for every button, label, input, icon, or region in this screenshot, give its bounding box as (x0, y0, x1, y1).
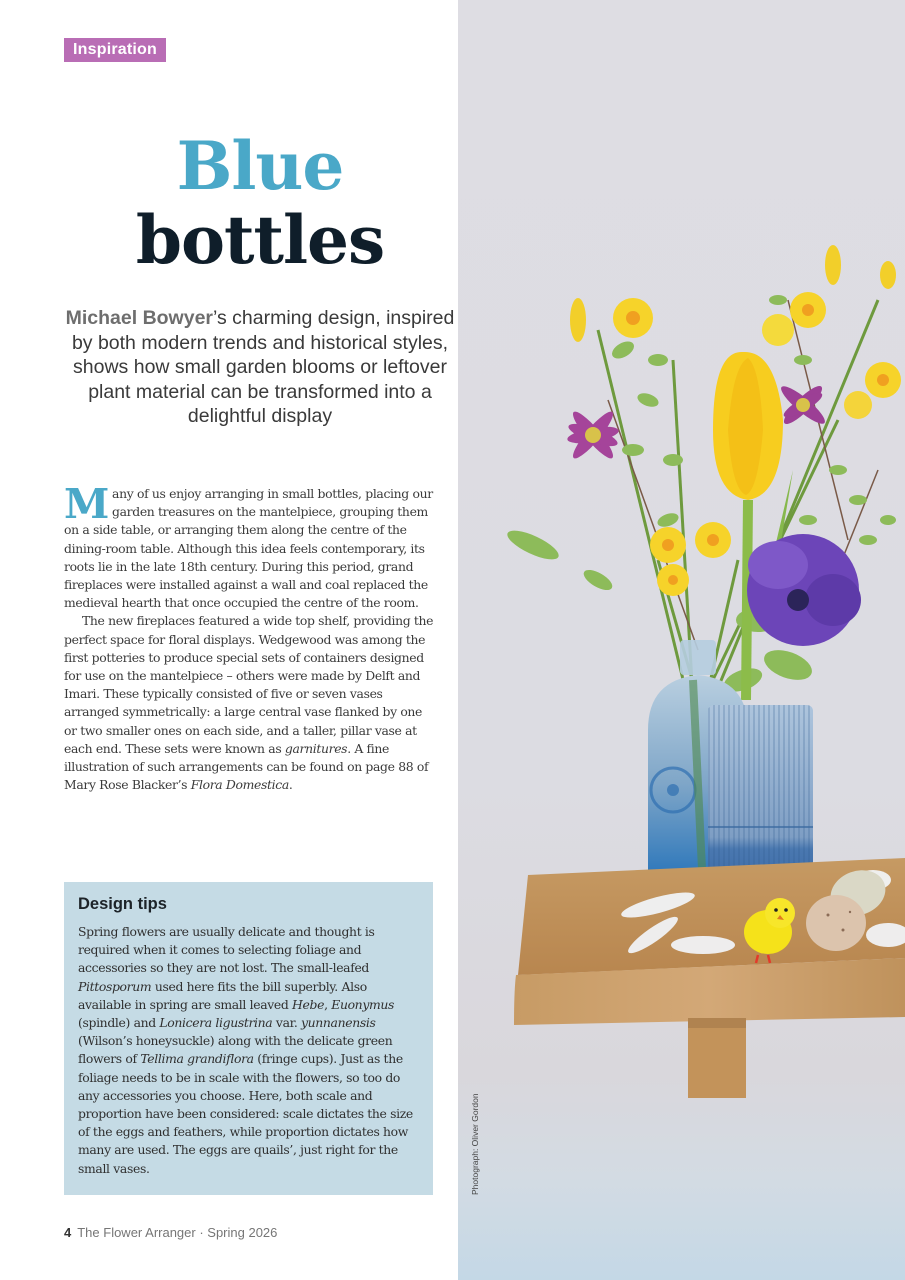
folio (64, 1224, 277, 1242)
tips-text: used here fits the bill superbly. Also available in spring are small leaved (78, 978, 367, 1012)
clematis-flowers (566, 382, 829, 463)
tips-text: , (324, 996, 332, 1012)
plant-name: Pittosporum (78, 978, 152, 994)
paragraph-2-text-a: The new fireplaces featured a wide top shelf, providing the perfect space for floral displays. Wedgewood was among the first potteries to produce special sets of containers designed for use on the mantelpiece – others were made by Delft and Imari. These typically consisted of five or seven vases arranged symmetrically: a large central vase flanked by one or two smaller ones on each side, and a taller, pillar vase at each end. These sets were known as (64, 613, 434, 756)
design-tips-box (64, 882, 433, 1195)
arrangement-photo (458, 0, 905, 1280)
plant-name: Lonicera ligustrina (159, 1015, 273, 1031)
section-tag: Inspiration (64, 38, 166, 62)
paragraph-2-text-b: . A fine illustration of such arrangements can be found on page 88 of Mary Rose Blacker’s (64, 740, 429, 793)
publication-name: The Flower Arranger · Spring 2026 (77, 1225, 278, 1240)
headline-line-2: bottles (135, 201, 385, 279)
photo-credit: Photograph: Oliver Gordon (470, 1093, 480, 1195)
tips-text: (fringe cups). Just as the foliage needs to be in scale with the flowers, so too do any accessories you choose. Here, both scale and proportion have been considered: scale dictates the size of the eggs and feathers, while proportion dictates how many are used. The eggs are quails’, just right for the small vases. (78, 1051, 413, 1176)
arrangement-illustration (458, 0, 905, 1280)
tips-text: var. (272, 1015, 302, 1031)
design-tips-title: Design tips (78, 895, 167, 913)
page-number: 4 (64, 1225, 72, 1240)
standfirst-text: ’s charming design, inspired by both modern trends and historical styles, shows how small garden blooms or leftover plant material can be transformed into a delightful display (71, 307, 455, 427)
plant-name: Hebe (292, 996, 325, 1012)
paragraph-1-text: any of us enjoy arranging in small bottles, placing our garden treasures on the mantelpiece, grouping them on a side table, or arranging them along the centre of the dining-room table. Although this idea feels contemporary, its roots lie in the late 18th century. During this period, grand fireplaces were installed against a wall and coal replaced the medieval hearth that once occupied the centre of the room. (64, 486, 433, 611)
plant-name: Euonymus (331, 996, 395, 1012)
design-tips-body (78, 923, 419, 1178)
tips-text: Spring flowers are usually delicate and thought is required when it comes to selecting foliage and accessories so they are not lost. The small-leafed (78, 924, 375, 976)
headline-line-1: Blue (176, 127, 344, 205)
tips-text: (Wilson’s honeysuckle) along with the delicate green flowers of (78, 1033, 393, 1067)
paragraph-1 (64, 480, 434, 612)
plant-name: yunnanensis (301, 1015, 376, 1031)
paragraph-2 (64, 612, 434, 794)
author-name: Michael Bowyer (65, 307, 214, 329)
standfirst (64, 306, 456, 429)
drop-cap: M (64, 480, 110, 528)
plant-name: Tellima grandiflora (140, 1051, 254, 1067)
tips-text: (spindle) and (78, 1015, 160, 1031)
paragraph-2-text-c: . (288, 777, 293, 793)
purple-anemone (747, 534, 861, 646)
term-garnitures: garnitures (284, 740, 348, 756)
article-body (64, 480, 434, 794)
book-title: Flora Domestica (190, 777, 289, 793)
yellow-tulip (713, 352, 793, 700)
